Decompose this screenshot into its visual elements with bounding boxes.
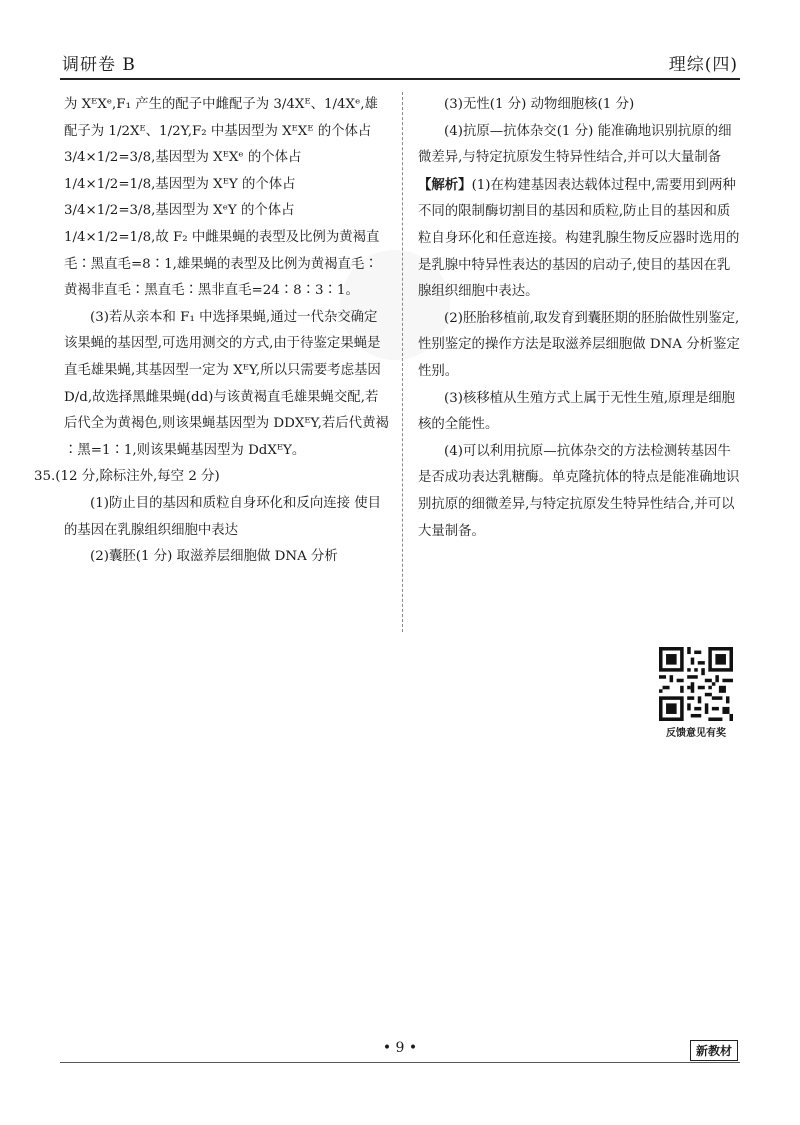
header-title: 调研卷 B <box>62 55 136 75</box>
page-number: • 9 • <box>382 1040 418 1056</box>
left-column <box>34 92 390 571</box>
analysis-paragraph: (2)胚胎移植前,取发育到囊胚期的胚胎做性别鉴定,性别鉴定的操作方法是取滋养层细胞做 DNA 分析鉴定性别。 <box>418 310 740 379</box>
analysis-text: (1)在构建基因表达载体过程中,需要用到两种不同的限制酶切割目的基因和质粒,防止目的基因和质粒自身环化和任意连接。构建乳腺生物反应器时选用的是乳腺中特异性表达的基因的启动子,使目的基因在乳腺组织细胞中表达。 <box>418 177 740 300</box>
analysis-paragraph: (3)核移植从生殖方式上属于无性生殖,原理是细胞核的全能性。 <box>418 390 736 433</box>
footer-divider <box>60 1062 740 1063</box>
qr-code-icon <box>659 647 733 721</box>
analysis-paragraph <box>418 172 743 306</box>
answer-paragraph: (3)无性(1 分) 动物细胞核(1 分) <box>444 97 635 112</box>
feedback-qr[interactable] <box>657 647 735 739</box>
right-column <box>418 92 743 545</box>
answer-paragraph: (1)防止目的基因和质粒自身环化和反向连接 使目的基因在乳腺组织细胞中表达 <box>64 495 382 538</box>
answer-paragraph: 为 XᴱXᵉ,F₁ 产生的配子中雌配子为 3/4Xᴱ、1/4Xᵉ,雄配子为 1/2Xᴱ、1/2Y,F₂ 中基因型为 XᴱXᴱ 的个体占 3/4×1/2=3/8,基因型为 XᴱXᵉ 的个体占 1/4×1/2=1/8,基因型为 XᴱY 的个体占 3/4×1/2=3/8,基因型为 XᵉY 的个体占 1/4×1/2=1/8,故 F₂ 中雌果蝇的表型及比例为黄褐直毛∶黑直毛=8∶1,雄果蝇的表型及比例为黄褐直毛∶黄褐非直毛∶黑直毛∶黑非直毛=24∶8∶3∶1。 <box>64 97 380 299</box>
qr-caption: 反馈意见有奖 <box>666 728 726 739</box>
question-heading: 35.(12 分,除标注外,每空 2 分) <box>34 469 220 485</box>
analysis-tag: 【解析】 <box>418 176 472 193</box>
answer-paragraph: (2)囊胚(1 分) 取滋养层细胞做 DNA 分析 <box>90 549 338 565</box>
edition-badge: 新教材 <box>690 1040 738 1061</box>
header-subject: 理综(四) <box>668 55 738 75</box>
analysis-paragraph: (4)可以利用抗原—抗体杂交的方法检测转基因牛是否成功表达乳糖酶。单克隆抗体的特点是能准确地识别抗原的细微差异,与特定抗原发生特异性结合,并可以大量制备。 <box>418 443 740 539</box>
answer-paragraph: (3)若从亲本和 F₁ 中选择果蝇,通过一代杂交确定该果蝇的基因型,可选用测交的方式,由于待鉴定果蝇是直毛雄果蝇,其基因型一定为 XᴱY,所以只需要考虑基因 D/d,故选择黑雌果蝇(dd)与该黄褐直毛雄果蝇交配,若后代全为黄褐色,则该果蝇基因型为 DDXᴱY,若后代黄褐∶黑=1∶1,则该果蝇基因型为 DdXᴱY。 <box>64 309 389 458</box>
header-divider <box>60 78 740 80</box>
column-divider <box>402 92 403 632</box>
answer-paragraph: (4)抗原—抗体杂交(1 分) 能准确地识别抗原的细微差异,与特定抗原发生特异性结合,并可以大量制备 <box>418 123 732 166</box>
